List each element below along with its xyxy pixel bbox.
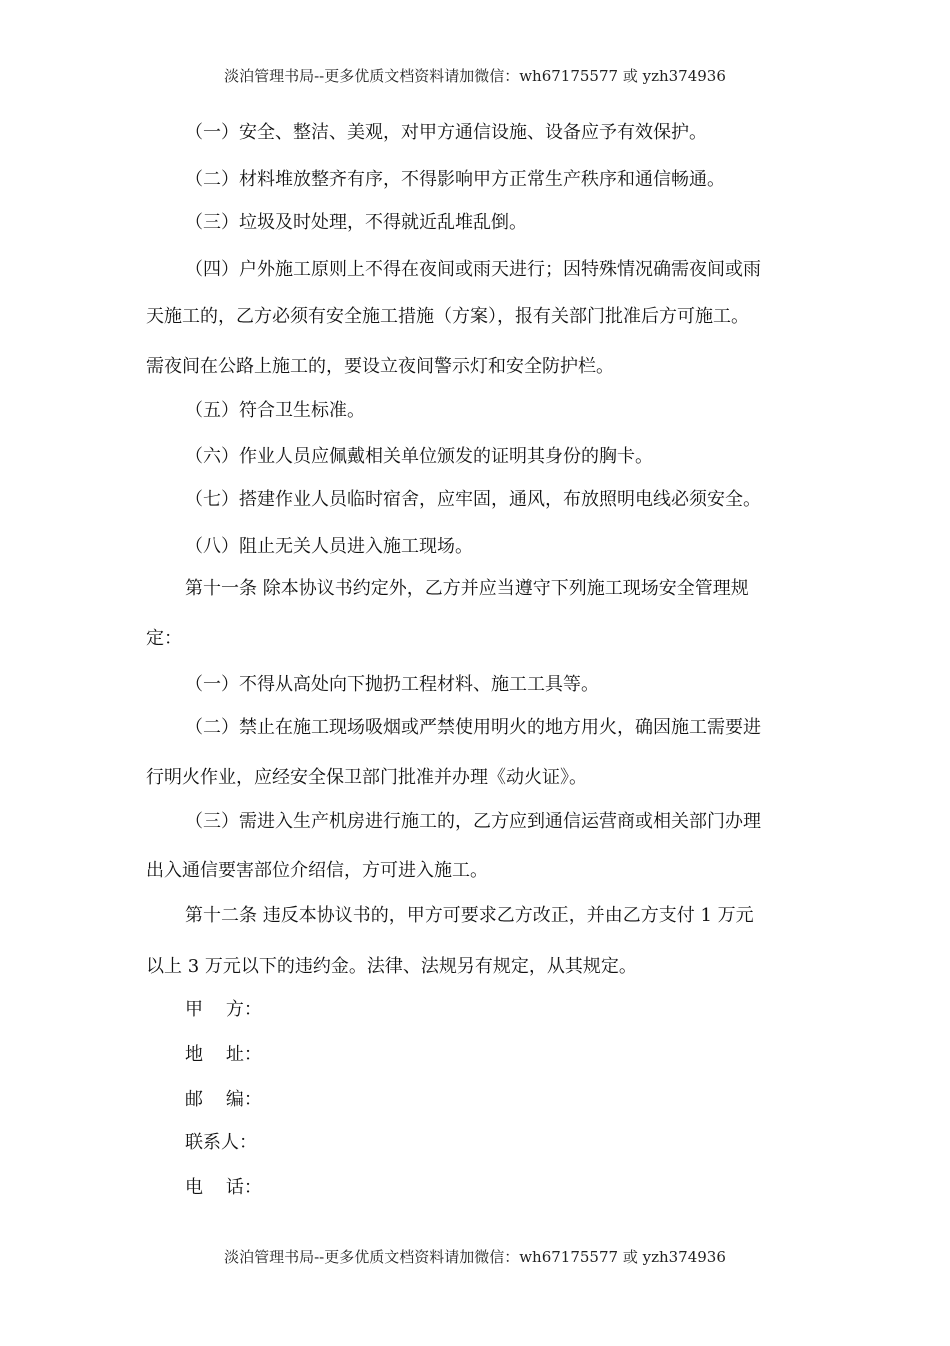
clause-continuation: 行明火作业，应经安全保卫部门批准并办理《动火证》。: [146, 767, 587, 788]
article-twelve: 第十二条 违反本协议书的，甲方可要求乙方改正，并由乙方支付 1 万元: [185, 905, 754, 926]
article-eleven: 第十一条 除本协议书约定外，乙方并应当遵守下列施工现场安全管理规: [185, 578, 749, 599]
clause-continuation: 以上 3 万元以下的违约金。法律、法规另有规定，从其规定。: [146, 956, 637, 977]
clause-continuation: 天施工的，乙方必须有安全施工措施（方案），报有关部门批准后方可施工。: [146, 306, 749, 327]
clause-item: （一）安全、整洁、美观，对甲方通信设施、设备应予有效保护。: [185, 122, 707, 143]
clause-item: （三）需进入生产机房进行施工的，乙方应到通信运营商或相关部门办理: [185, 811, 761, 832]
clause-continuation: 出入通信要害部位介绍信，方可进入施工。: [146, 860, 488, 881]
clause-item: （一）不得从高处向下抛扔工程材料、施工工具等。: [185, 674, 599, 695]
clause-item: （三）垃圾及时处理，不得就近乱堆乱倒。: [185, 212, 527, 233]
clause-continuation: 定：: [146, 628, 182, 649]
clause-item: （二）材料堆放整齐有序，不得影响甲方正常生产秩序和通信畅通。: [185, 169, 725, 190]
contact-field: 联系人：: [185, 1132, 257, 1153]
clause-item: （七）搭建作业人员临时宿舍，应牢固，通风，布放照明电线必须安全。: [185, 489, 761, 510]
page-header: 淡泊管理书局--更多优质文档资料请加微信：wh67175577 或 yzh374936: [224, 67, 726, 85]
clause-item: （五）符合卫生标准。: [185, 400, 365, 421]
clause-continuation: 需夜间在公路上施工的，要设立夜间警示灯和安全防护栏。: [146, 356, 614, 377]
phone-field: 电 话：: [185, 1177, 262, 1198]
clause-item: （四）户外施工原则上不得在夜间或雨天进行；因特殊情况确需夜间或雨: [185, 259, 761, 280]
party-a-field: 甲 方：: [185, 999, 262, 1020]
page-footer: 淡泊管理书局--更多优质文档资料请加微信：wh67175577 或 yzh374936: [224, 1248, 726, 1266]
clause-item: （八）阻止无关人员进入施工现场。: [185, 536, 473, 557]
clause-item: （六）作业人员应佩戴相关单位颁发的证明其身份的胸卡。: [185, 446, 653, 467]
clause-item: （二）禁止在施工现场吸烟或严禁使用明火的地方用火，确因施工需要进: [185, 717, 761, 738]
address-field: 地 址：: [185, 1044, 262, 1065]
postcode-field: 邮 编：: [185, 1089, 262, 1110]
